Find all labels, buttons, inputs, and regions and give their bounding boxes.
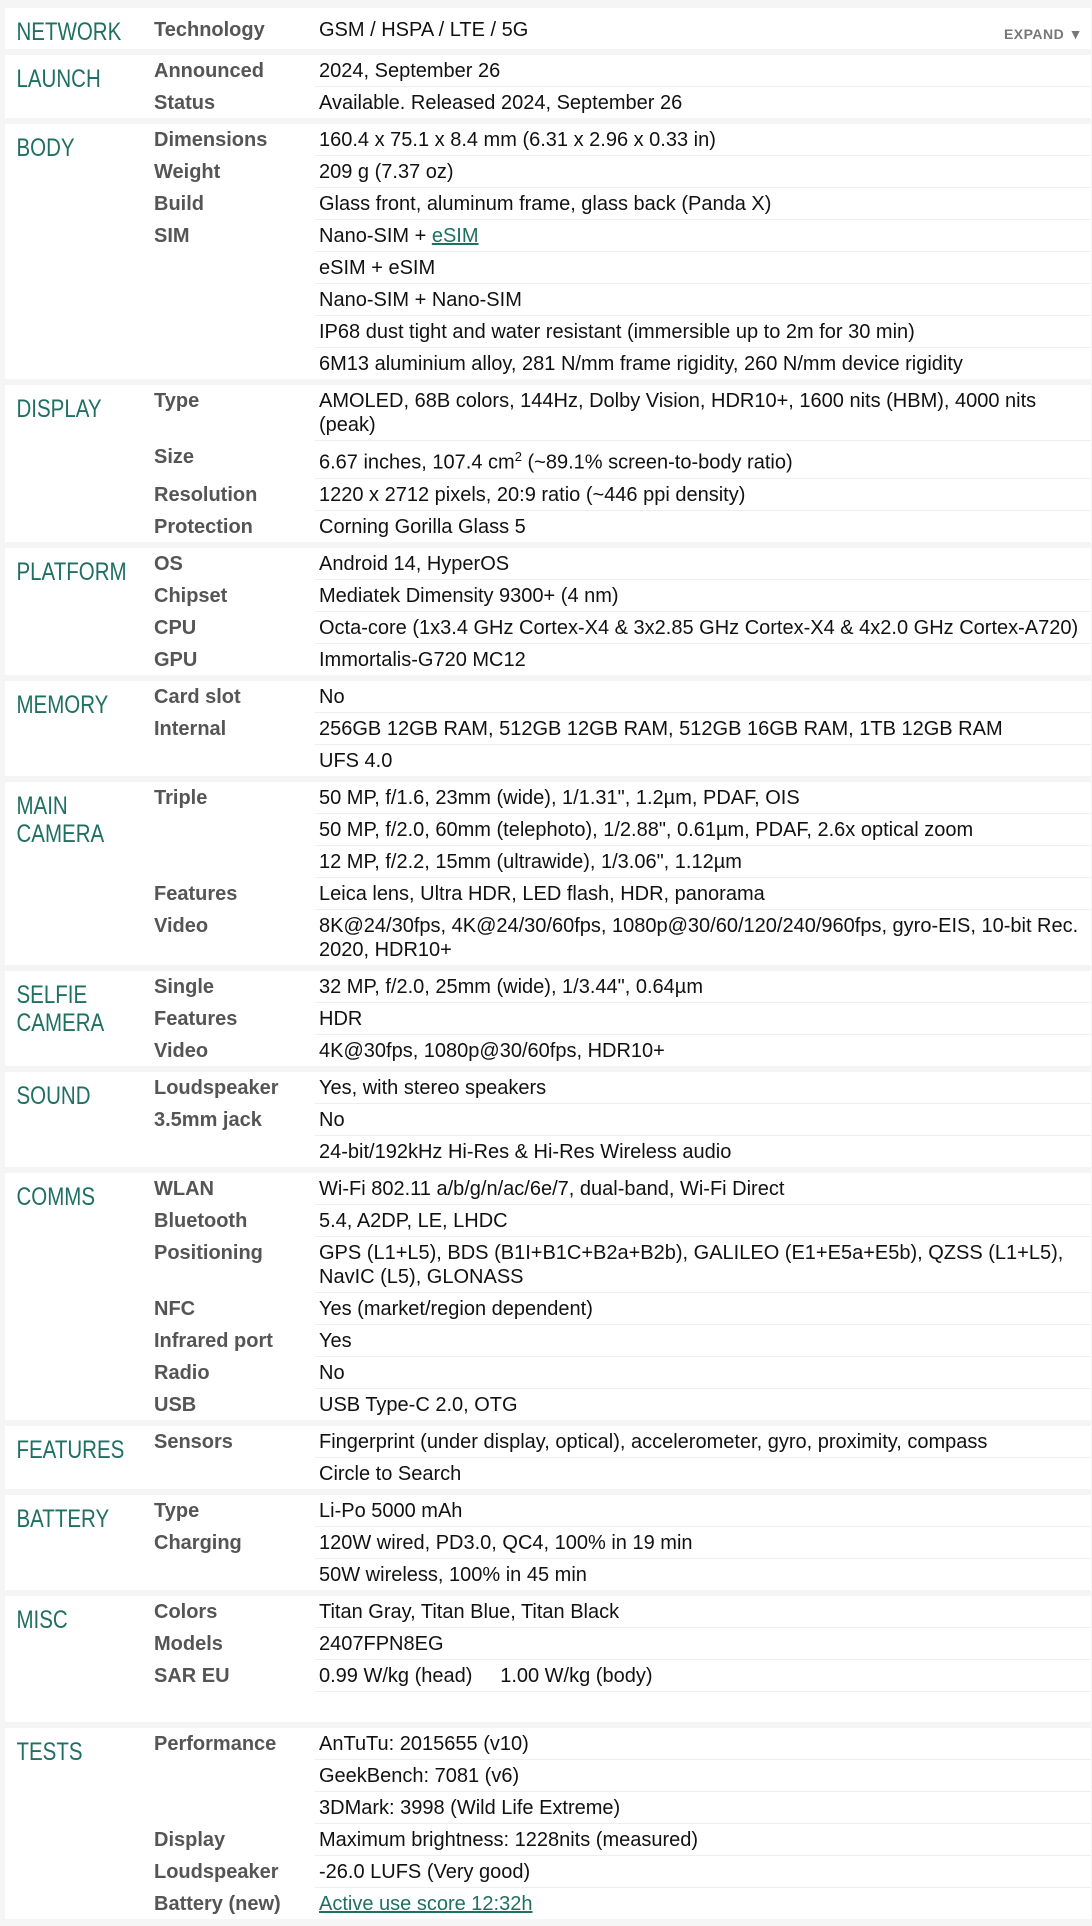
spec-value bbox=[315, 316, 1091, 348]
spec-value-text: Android 14, HyperOS bbox=[319, 552, 510, 575]
spec-value-text: 0.99 W/kg (head) 1.00 W/kg (body) bbox=[319, 1664, 653, 1687]
spec-row bbox=[150, 441, 1091, 479]
spec-value bbox=[315, 814, 1091, 846]
spec-label: Battery (new) bbox=[154, 1892, 281, 1915]
spec-value-text: USB Type-C 2.0, OTG bbox=[319, 1393, 518, 1416]
spec-value-text: 2024, September 26 bbox=[319, 60, 501, 82]
spec-value bbox=[315, 878, 1091, 910]
spec-value-text: GPS (L1+L5), BDS (B1I+B1C+B2a+B2b), GALILEO (E1+E5a+E5b), QZSS (L1+L5), NavIC (L5), GLONASS bbox=[319, 1241, 1069, 1288]
spec-row bbox=[150, 1237, 1091, 1293]
section-rows bbox=[150, 55, 1091, 118]
spec-row bbox=[150, 1527, 1091, 1559]
spec-label: Technology bbox=[154, 19, 265, 41]
spec-section-tests bbox=[5, 1728, 1091, 1919]
spec-value bbox=[315, 782, 1091, 814]
spec-row bbox=[150, 1856, 1091, 1888]
spec-row bbox=[150, 1458, 1091, 1489]
spec-value-text: Maximum brightness: 1228nits (measured) bbox=[319, 1828, 699, 1851]
spec-value-text: Yes, with stereo speakers bbox=[319, 1076, 547, 1099]
spec-value bbox=[315, 1495, 1091, 1527]
spec-section-launch bbox=[5, 55, 1091, 118]
spec-row bbox=[150, 511, 1091, 542]
spec-value bbox=[315, 846, 1091, 878]
section-title: PLATFORM bbox=[16, 557, 127, 586]
section-title: FEATURES bbox=[16, 1435, 125, 1464]
spec-row bbox=[150, 1495, 1091, 1527]
spec-label bbox=[150, 846, 315, 878]
spec-row bbox=[150, 1104, 1091, 1136]
spec-value bbox=[315, 1389, 1091, 1420]
spec-value-text: Circle to Search bbox=[319, 1462, 462, 1485]
spec-row bbox=[150, 87, 1091, 118]
spec-section-platform bbox=[5, 548, 1091, 675]
spec-label: Display bbox=[154, 1828, 226, 1851]
spec-label: Features bbox=[154, 882, 238, 905]
spec-value-text: GSM / HSPA / LTE / 5G bbox=[319, 19, 529, 41]
spec-row bbox=[150, 1325, 1091, 1357]
spec-label: Dimensions bbox=[154, 129, 268, 151]
spec-label: Type bbox=[154, 1499, 200, 1522]
spec-value bbox=[315, 1035, 1091, 1066]
spec-row bbox=[150, 681, 1091, 713]
spec-label: Positioning bbox=[154, 1241, 263, 1264]
spec-value-text: Yes (market/region dependent) bbox=[319, 1297, 593, 1320]
spec-row bbox=[150, 745, 1091, 776]
spec-label: Loudspeaker bbox=[154, 1076, 279, 1099]
spec-value bbox=[315, 1325, 1091, 1357]
spec-section-display bbox=[5, 385, 1091, 542]
spec-row bbox=[150, 782, 1091, 814]
spec-row bbox=[150, 8, 1091, 49]
spec-row bbox=[150, 1760, 1091, 1792]
spec-label: NFC bbox=[154, 1297, 196, 1320]
spacer bbox=[150, 1692, 1091, 1722]
spec-value-text: 12 MP, f/2.2, 15mm (ultrawide), 1/3.06", 1.12µm bbox=[319, 850, 742, 873]
spec-value bbox=[315, 548, 1091, 580]
spec-link[interactable]: Active use score 12:32h bbox=[319, 1892, 533, 1915]
spec-row bbox=[150, 1293, 1091, 1325]
section-title: MISC bbox=[16, 1605, 68, 1634]
spec-value-text: 24-bit/192kHz Hi-Res & Hi-Res Wireless audio bbox=[319, 1140, 732, 1163]
spec-label bbox=[150, 814, 315, 846]
spec-section-body bbox=[5, 124, 1091, 379]
spec-value-text: 6M13 aluminium alloy, 281 N/mm frame rigidity, 260 N/mm device rigidity bbox=[319, 353, 963, 375]
spec-value-text: Glass front, aluminum frame, glass back (Panda X) bbox=[319, 193, 772, 215]
spec-label: SAR EU bbox=[154, 1664, 230, 1687]
section-rows bbox=[150, 1728, 1091, 1919]
spec-row bbox=[150, 1888, 1091, 1919]
section-title: MEMORY bbox=[16, 690, 109, 719]
spec-value-text: 50W wireless, 100% in 45 min bbox=[319, 1563, 587, 1586]
spec-label: Chipset bbox=[154, 584, 228, 607]
spec-row bbox=[150, 1728, 1091, 1760]
spec-row bbox=[150, 188, 1091, 220]
spec-value bbox=[315, 1357, 1091, 1389]
spec-value bbox=[315, 910, 1091, 965]
spec-row bbox=[150, 644, 1091, 675]
spec-label: USB bbox=[154, 1393, 197, 1416]
spec-value bbox=[315, 156, 1091, 188]
spec-label bbox=[150, 1760, 315, 1792]
spec-label: CPU bbox=[154, 616, 197, 639]
spec-value-text: 160.4 x 75.1 x 8.4 mm (6.31 x 2.96 x 0.33 in) bbox=[319, 129, 716, 151]
spec-value-text: Immortalis-G720 MC12 bbox=[319, 648, 526, 671]
spec-row bbox=[150, 124, 1091, 156]
spec-value bbox=[315, 1559, 1091, 1590]
spec-value: 6.67 inches, 107.4 $cm^2$ (~89.1% screen-to-body ratio) bbox=[315, 441, 1091, 479]
section-rows bbox=[150, 1426, 1091, 1489]
spec-label: Sensors bbox=[154, 1430, 233, 1453]
spec-value-text: 1220 x 2712 pixels, 20:9 ratio (~446 ppi density) bbox=[319, 483, 746, 506]
spec-value-text: 120W wired, PD3.0, QC4, 100% in 19 min bbox=[319, 1531, 693, 1554]
spec-section-selfie-camera bbox=[5, 971, 1091, 1066]
spec-label: Performance bbox=[154, 1732, 277, 1755]
spec-section-misc bbox=[5, 1596, 1091, 1722]
spec-row bbox=[150, 1824, 1091, 1856]
spec-value bbox=[315, 1458, 1091, 1489]
spec-row bbox=[150, 814, 1091, 846]
spec-row bbox=[150, 713, 1091, 745]
spec-row bbox=[150, 612, 1091, 644]
spec-row bbox=[150, 580, 1091, 612]
spec-section-features bbox=[5, 1426, 1091, 1489]
section-rows bbox=[150, 8, 1091, 49]
spec-value bbox=[315, 252, 1091, 284]
spec-section-main-camera bbox=[5, 782, 1091, 965]
expand-button[interactable]: EXPAND ▼ bbox=[1003, 26, 1083, 42]
spec-value-text: IP68 dust tight and water resistant (immersible up to 2m for 30 min) bbox=[319, 321, 915, 343]
spec-row bbox=[150, 1389, 1091, 1420]
spec-label: Video bbox=[154, 1039, 209, 1062]
spec-value bbox=[315, 1824, 1091, 1856]
spec-label: SIM bbox=[154, 225, 190, 247]
spec-label: Type bbox=[154, 390, 200, 412]
spec-value-text: No bbox=[319, 1108, 345, 1131]
spec-label: Internal bbox=[154, 717, 227, 740]
spec-label: Weight bbox=[154, 161, 221, 183]
spec-row bbox=[150, 55, 1091, 87]
spec-section-battery bbox=[5, 1495, 1091, 1590]
section-title: TESTS bbox=[16, 1737, 83, 1766]
spec-row bbox=[150, 348, 1091, 379]
spec-label: Resolution bbox=[154, 483, 258, 506]
spec-row bbox=[150, 548, 1091, 580]
spec-value-text: 209 g (7.37 oz) bbox=[319, 161, 454, 183]
section-rows bbox=[150, 971, 1091, 1066]
spec-value bbox=[315, 55, 1091, 87]
spec-value bbox=[315, 681, 1091, 713]
spec-row bbox=[150, 1660, 1091, 1692]
spec-label: Status bbox=[154, 92, 216, 114]
spec-row bbox=[150, 1205, 1091, 1237]
spec-value-text: 32 MP, f/2.0, 25mm (wide), 1/3.44", 0.64µm bbox=[319, 975, 703, 998]
spec-value bbox=[315, 479, 1091, 511]
spec-label: Announced bbox=[154, 60, 264, 82]
spec-value bbox=[315, 1136, 1091, 1167]
spec-value bbox=[315, 1072, 1091, 1104]
spec-row bbox=[150, 1136, 1091, 1167]
spec-row bbox=[150, 284, 1091, 316]
spec-value-text: Nano-SIM + Nano-SIM bbox=[319, 289, 522, 311]
spec-label: Infrared port bbox=[154, 1329, 273, 1352]
spec-label: Radio bbox=[154, 1361, 210, 1384]
spec-value bbox=[315, 1856, 1091, 1888]
spec-value-text: 256GB 12GB RAM, 512GB 12GB RAM, 512GB 16GB RAM, 1TB 12GB RAM bbox=[319, 717, 1003, 740]
section-rows bbox=[150, 548, 1091, 675]
spec-label: Triple bbox=[154, 786, 208, 809]
section-title: BODY bbox=[16, 134, 75, 162]
section-title: MAIN CAMERA bbox=[16, 791, 105, 848]
spec-value-text: Fingerprint (under display, optical), accelerometer, gyro, proximity, compass bbox=[319, 1430, 988, 1453]
spec-label: Size bbox=[154, 446, 195, 468]
spec-row bbox=[150, 846, 1091, 878]
section-title: SELFIE CAMERA bbox=[16, 980, 105, 1037]
spec-value-text: AMOLED, 68B colors, 144Hz, Dolby Vision, HDR10+, 1600 nits (HBM), 4000 nits (peak) bbox=[319, 390, 1042, 436]
section-title: SOUND bbox=[16, 1081, 91, 1110]
spec-label: Loudspeaker bbox=[154, 1860, 279, 1883]
spec-value bbox=[315, 87, 1091, 118]
spec-label: OS bbox=[154, 552, 183, 575]
spec-label: Bluetooth bbox=[154, 1209, 248, 1232]
spec-section-memory bbox=[5, 681, 1091, 776]
spec-value bbox=[315, 188, 1091, 220]
spec-value-text: Wi-Fi 802.11 a/b/g/n/ac/6e/7, dual-band, Wi-Fi Direct bbox=[319, 1177, 785, 1200]
spec-value-text: Leica lens, Ultra HDR, LED flash, HDR, panorama bbox=[319, 882, 765, 905]
spec-label bbox=[150, 1559, 315, 1590]
spec-row bbox=[150, 316, 1091, 348]
spec-label: Models bbox=[154, 1632, 223, 1655]
spec-value bbox=[315, 1237, 1091, 1293]
section-rows bbox=[150, 385, 1091, 542]
spec-value-text: 50 MP, f/2.0, 60mm (telephoto), 1/2.88", 0.61µm, PDAF, 2.6x optical zoom bbox=[319, 818, 974, 841]
section-rows bbox=[150, 1072, 1091, 1167]
section-title: COMMS bbox=[16, 1182, 96, 1211]
spec-value bbox=[315, 1760, 1091, 1792]
spec-label: Single bbox=[154, 975, 215, 998]
spec-value bbox=[315, 1205, 1091, 1237]
spec-label bbox=[150, 1136, 315, 1167]
spec-value-text: No bbox=[319, 685, 345, 708]
spec-value bbox=[315, 511, 1091, 542]
spec-row bbox=[150, 1035, 1091, 1066]
spec-value-text: GeekBench: 7081 (v6) bbox=[319, 1764, 520, 1787]
spec-label: Charging bbox=[154, 1531, 242, 1554]
spec-label: WLAN bbox=[154, 1177, 214, 1200]
section-rows bbox=[150, 1596, 1091, 1722]
spec-value bbox=[315, 1660, 1091, 1692]
spec-value-text: Available. Released 2024, September 26 bbox=[319, 92, 683, 114]
spec-row bbox=[150, 971, 1091, 1003]
spec-value-text: 3DMark: 3998 (Wild Life Extreme) bbox=[319, 1796, 621, 1819]
spec-row bbox=[150, 156, 1091, 188]
spec-label: Build bbox=[154, 193, 204, 215]
spec-row bbox=[150, 910, 1091, 965]
spec-value-text: 2407FPN8EG bbox=[319, 1632, 444, 1655]
spec-value-text: -26.0 LUFS (Very good) bbox=[319, 1860, 531, 1883]
spec-row bbox=[150, 220, 1091, 252]
spec-value-text: UFS 4.0 bbox=[319, 749, 393, 772]
spec-value bbox=[315, 284, 1091, 316]
spec-value bbox=[315, 713, 1091, 745]
spec-value bbox=[315, 971, 1091, 1003]
spec-label bbox=[150, 348, 315, 379]
spec-value bbox=[315, 1173, 1091, 1205]
spec-value-text: 5.4, A2DP, LE, LHDC bbox=[319, 1209, 508, 1232]
spec-value bbox=[315, 348, 1091, 379]
spec-value-text: Corning Gorilla Glass 5 bbox=[319, 515, 526, 538]
spec-value-text: Octa-core (1x3.4 GHz Cortex-X4 & 3x2.85 GHz Cortex-X4 & 4x2.0 GHz Cortex-A720) bbox=[319, 616, 1079, 639]
section-rows bbox=[150, 1495, 1091, 1590]
spec-section-sound bbox=[5, 1072, 1091, 1167]
spec-value bbox=[315, 580, 1091, 612]
spec-section-comms bbox=[5, 1173, 1091, 1420]
spec-value-text: Yes bbox=[319, 1329, 352, 1352]
specs-table bbox=[5, 8, 1091, 1919]
spec-row bbox=[150, 479, 1091, 511]
spec-row bbox=[150, 1173, 1091, 1205]
spec-value bbox=[315, 124, 1091, 156]
spec-value-text: 8K@24/30fps, 4K@24/30/60fps, 1080p@30/60/120/240/960fps, gyro-EIS, 10-bit Rec. 2020, HDR10+ bbox=[319, 914, 1084, 961]
spec-label: Protection bbox=[154, 515, 253, 538]
spec-value bbox=[315, 644, 1091, 675]
spec-value bbox=[315, 745, 1091, 776]
superscript: 2 bbox=[514, 449, 522, 464]
spec-value-text: 4K@30fps, 1080p@30/60fps, HDR10+ bbox=[319, 1039, 665, 1062]
spec-value bbox=[315, 385, 1091, 441]
spec-value bbox=[315, 1728, 1091, 1760]
spec-label: Features bbox=[154, 1007, 238, 1030]
section-rows bbox=[150, 124, 1091, 379]
spec-label: Colors bbox=[154, 1600, 218, 1623]
spec-value bbox=[315, 612, 1091, 644]
spec-value-text: 50 MP, f/1.6, 23mm (wide), 1/1.31", 1.2µm, PDAF, OIS bbox=[319, 786, 800, 809]
spec-value-text: Li-Po 5000 mAh bbox=[319, 1499, 463, 1522]
spec-value-text: Mediatek Dimensity 9300+ (4 nm) bbox=[319, 584, 619, 607]
section-title: BATTERY bbox=[16, 1504, 110, 1533]
spec-row bbox=[150, 1357, 1091, 1389]
spec-value bbox=[315, 1596, 1091, 1628]
spec-label bbox=[150, 284, 315, 316]
spec-row bbox=[150, 1003, 1091, 1035]
spec-value-text: HDR bbox=[319, 1007, 363, 1030]
spec-row bbox=[150, 1072, 1091, 1104]
spec-label bbox=[150, 1458, 315, 1489]
section-title: LAUNCH bbox=[16, 65, 101, 93]
spec-row bbox=[150, 1596, 1091, 1628]
spec-value bbox=[315, 1527, 1091, 1559]
spec-value bbox=[315, 1426, 1091, 1458]
spec-row bbox=[150, 385, 1091, 441]
section-rows bbox=[150, 681, 1091, 776]
spec-label bbox=[150, 316, 315, 348]
spec-label bbox=[150, 1792, 315, 1824]
section-rows bbox=[150, 782, 1091, 965]
spec-value: Nano-SIM + eSIM bbox=[315, 220, 1091, 252]
spec-value-text: Titan Gray, Titan Blue, Titan Black bbox=[319, 1600, 620, 1623]
spec-row bbox=[150, 1559, 1091, 1590]
spec-value-text: eSIM + eSIM bbox=[319, 257, 436, 279]
spec-label bbox=[150, 252, 315, 284]
spec-value bbox=[315, 1293, 1091, 1325]
spec-value bbox=[315, 1104, 1091, 1136]
spec-value bbox=[315, 1888, 1091, 1919]
spec-row bbox=[150, 252, 1091, 284]
spec-value-text: AnTuTu: 2015655 (v10) bbox=[319, 1732, 529, 1755]
spec-value bbox=[315, 1792, 1091, 1824]
spec-row bbox=[150, 878, 1091, 910]
spec-label: Video bbox=[154, 914, 209, 937]
spec-row bbox=[150, 1792, 1091, 1824]
spec-label: GPU bbox=[154, 648, 198, 671]
spec-value bbox=[315, 1003, 1091, 1035]
spec-value bbox=[315, 1628, 1091, 1660]
spec-label: Card slot bbox=[154, 685, 241, 708]
spec-label: 3.5mm jack bbox=[154, 1108, 262, 1131]
section-title: DISPLAY bbox=[16, 395, 102, 423]
section-title: NETWORK bbox=[16, 18, 122, 46]
spec-label bbox=[150, 745, 315, 776]
spec-section-network bbox=[5, 8, 1091, 49]
spec-value bbox=[315, 8, 1091, 49]
spec-row bbox=[150, 1628, 1091, 1660]
spec-row bbox=[150, 1426, 1091, 1458]
spec-link[interactable]: eSIM bbox=[431, 225, 479, 247]
section-rows bbox=[150, 1173, 1091, 1420]
spec-value-text: No bbox=[319, 1361, 345, 1384]
